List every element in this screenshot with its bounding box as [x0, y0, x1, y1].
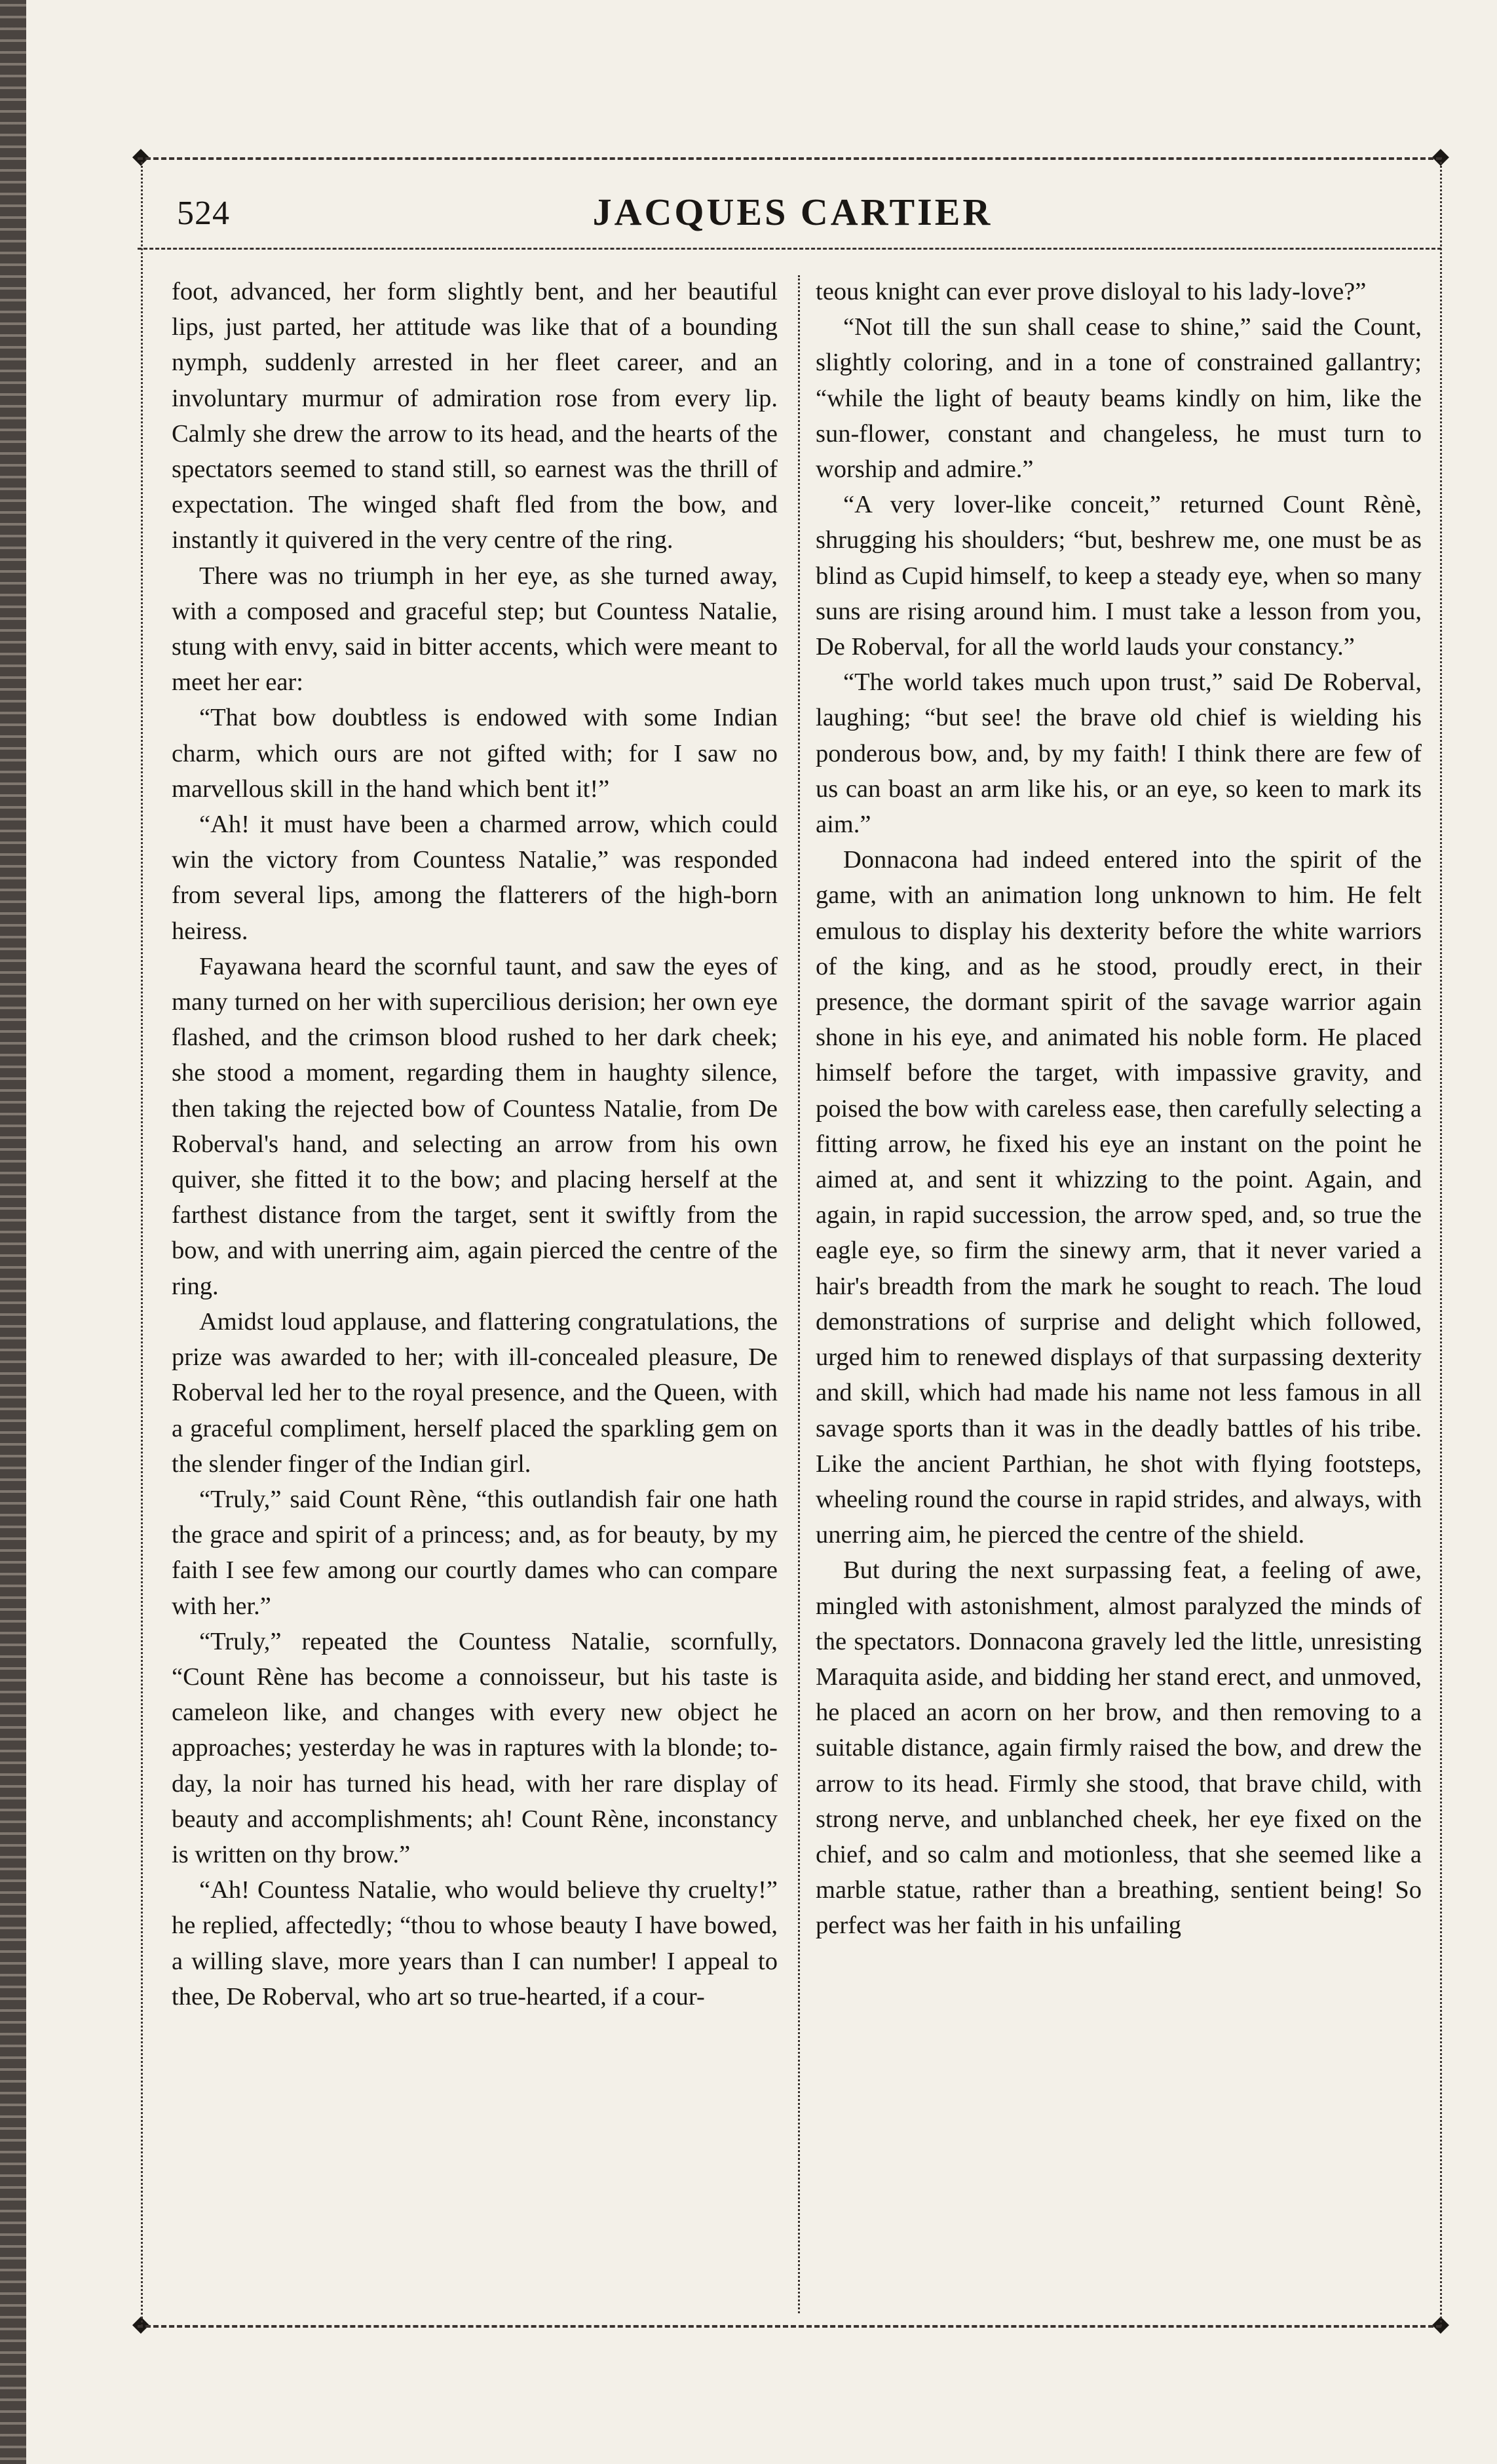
diamond-ornament-icon: ◆: [1431, 144, 1450, 168]
right-text-column: [816, 274, 1422, 1944]
header-rule: [138, 248, 1441, 250]
diamond-ornament-icon: ◆: [132, 144, 150, 168]
paragraph: foot, advanced, her form slightly bent, and her beautiful lips, just parted, her attitude was like that of a bounding nymph, suddenly arrested in her fleet career, and an involuntary murmur of admiration rose from every lip. Calmly she drew the arrow to its head, and the hearts of the spectators seemed to stand still, so earnest was the thrill of expectation. The winged shaft fled from the bow, and instantly it quivered in the very centre of the ring.: [172, 278, 778, 554]
paragraph: “That bow doubtless is endowed with some Indian charm, which ours are not gifted with; for I saw no marvellous skill in the hand which bent it!”: [172, 704, 778, 803]
diamond-ornament-icon: ◆: [132, 2312, 150, 2336]
paragraph: “Not till the sun shall cease to shine,” said the Count, slightly coloring, and in a tone of constrained gallantry; “while the light of beauty beams kindly on him, like the sun-flower, constant and changeless, he must turn to worship and admire.”: [816, 313, 1422, 484]
paragraph: Donnacona had indeed entered into the spirit of the game, with an animation long unknown to him. He felt emulous to display his dexterity before the white warriors of the king, and as he stood, proudly erect, in their presence, the dormant spirit of the savage warrior again shone in his eye, and animated his noble form. He placed himself before the target, with impassive gravity, and poised the bow with careless ease, then carefully selecting a fitting arrow, he fixed his eye an instant on the point he aimed at, and sent it whizzing to the point. Again, and again, in rapid succession, the arrow sped, and, so true the eagle eye, so firm the sinewy arm, that it never varied a hair's breadth from the mark he sought to reach. The loud demonstrations of surprise and delight which followed, urged him to renewed displays of that surpassing dexterity and skill, which had made his name not less famous in all savage sports than it was in the deadly battles of his tribe. Like the ancient Parthian, he shot with flying footsteps, wheeling round the course in rapid strides, and always, with unerring aim, he pierced the centre of the shield.: [816, 846, 1422, 1549]
paragraph: “Truly,” said Count Rène, “this outlandish fair one hath the grace and spirit of a princess; and, as for beauty, by my faith I see few among our courtly dames who can compare with her.”: [172, 1485, 778, 1620]
right-border-rule: [1440, 157, 1442, 2326]
paragraph: “Ah! Countess Natalie, who would believe thy cruelty!” he replied, affectedly; “thou to whose beauty I have bowed, a willing slave, more years than I can number! I appeal to thee, De Roberval, who art so true-hearted, if a cour-: [172, 1876, 778, 2011]
paragraph: teous knight can ever prove disloyal to his lady-love?”: [816, 278, 1367, 305]
paragraph: “Ah! it must have been a charmed arrow, which could win the victory from Countess Natalie,” was responded from several lips, among the flatterers of the high-born heiress.: [172, 811, 778, 945]
diamond-ornament-icon: ◆: [1431, 2312, 1450, 2336]
paragraph: But during the next surpassing feat, a feeling of awe, mingled with astonishment, almost paralyzed the minds of the spectators. Donnacona gravely led the little, unresisting Maraquita aside, and bidding her stand erect, and unmoved, he placed an acorn on her brow, and then removing to a suitable distance, again firmly raised the bow, and drew the arrow to its head. Firmly she stood, that brave child, with strong nerve, and unblanched cheek, her eye fixed on the chief, and so calm and motionless, that she seemed like a marble statue, rather than a breathing, sentient being! So perfect was her faith in his unfailing: [816, 1556, 1422, 1940]
paragraph: “The world takes much upon trust,” said De Roberval, laughing; “but see! the brave old chief is wielding his ponderous bow, and, by my faith! I think there are few of us can boast an arm like his, or an eye, so keen to mark its aim.”: [816, 668, 1422, 839]
paragraph: Amidst loud applause, and flattering congratulations, the prize was awarded to her; with ill-concealed pleasure, De Roberval led her to the royal presence, and the Queen, with a graceful compliment, herself placed the sparkling gem on the slender finger of the Indian girl.: [172, 1307, 778, 1478]
running-head: JACQUES CARTIER: [592, 191, 993, 233]
paragraph: “Truly,” repeated the Countess Natalie, scornfully, “Count Rène has become a connoisseur, but his taste is cameleon like, and changes with every new object he approaches; yesterday he was in raptures with la blonde; to-day, la noir has turned his head, with her rare display of beauty and accomplishments; ah! Count Rène, inconstancy is written on thy brow.”: [172, 1627, 778, 1868]
bottom-border-rule: [138, 2325, 1441, 2328]
paragraph: “A very lover-like conceit,” returned Count Rènè, shrugging his shoulders; “but, beshrew me, one must be as blind as Cupid himself, to keep a steady eye, when so many suns are rising around him. I must take a lesson from you, De Roberval, for all the world lauds your constancy.”: [816, 491, 1422, 661]
paragraph: There was no triumph in her eye, as she turned away, with a composed and graceful step; but Countess Natalie, stung with envy, said in bitter accents, which were meant to meet her ear:: [172, 562, 778, 697]
column-divider: [798, 275, 800, 2313]
left-text-column: [172, 274, 778, 2014]
page-number: 524: [177, 195, 230, 232]
left-border-rule: [141, 157, 143, 2326]
page-header: [170, 190, 1415, 242]
page-binding-edge: [0, 0, 26, 2464]
paragraph: Fayawana heard the scornful taunt, and saw the eyes of many turned on her with supercilious derision; her own eye flashed, and the crimson blood rushed to her dark cheek; she stood a moment, regarding them in haughty silence, then taking the rejected bow of Countess Natalie, from De Roberval's hand, and selecting an arrow from his own quiver, she fitted it to the bow; and placing herself at the farthest distance from the target, sent it swiftly from the bow, and with unerring aim, again pierced the centre of the ring.: [172, 952, 778, 1300]
top-border-rule: [138, 157, 1441, 160]
